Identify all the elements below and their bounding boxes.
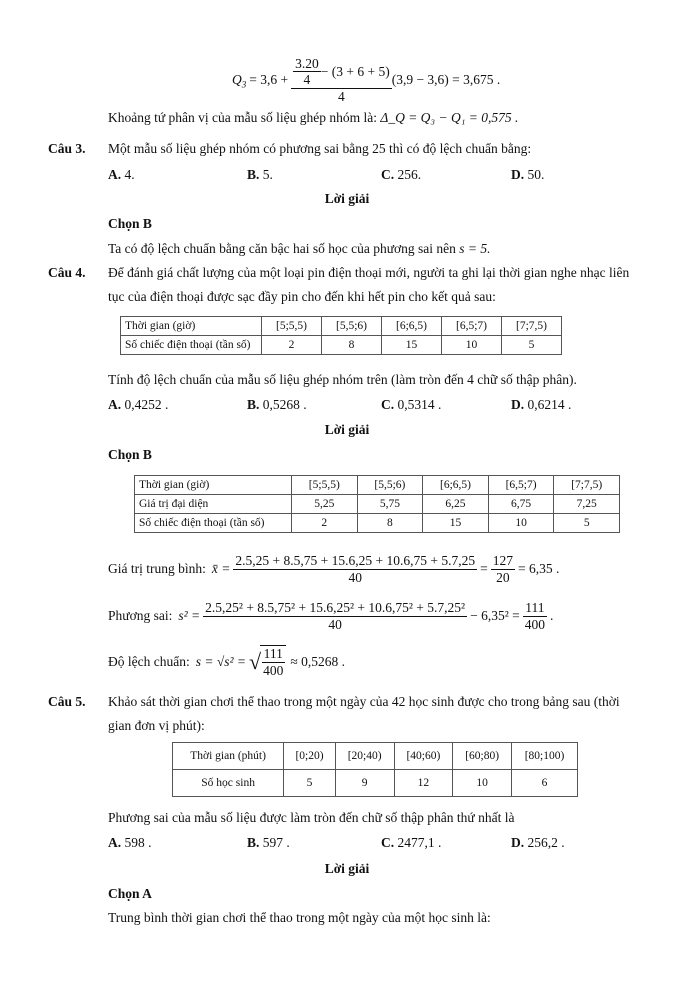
table-row: Số chiếc điện thoại (tần số) 2 8 15 10 5 bbox=[135, 514, 620, 533]
q4-option-c[interactable]: C. 0,5314 . bbox=[381, 397, 442, 412]
mean-fraction: $\frac{2.5,25 + 8.5,75 + 15.6,25 + 10.6,75 + 5.7,25}{40}$ bbox=[235, 552, 476, 585]
row-header: Giá trị đại diện bbox=[135, 495, 292, 514]
q5-option-b[interactable]: B. 597 . bbox=[247, 835, 290, 850]
q4-prompt: Tính độ lệch chuẩn của mẫu số liệu ghép nhóm trên (làm tròn đến 4 chữ số thập phân). bbox=[108, 372, 577, 387]
question-3-text: Một mẫu số liệu ghép nhóm có phương sai bằng 25 thì có độ lệch chuẩn bằng: bbox=[108, 141, 532, 156]
row-header: Thời gian (giờ) bbox=[135, 476, 292, 495]
q3-solution-text: Ta có độ lệch chuẩn bằng căn bậc hai số học của phương sai nên s = 5. bbox=[108, 241, 491, 256]
iqr-formula: Δ_Q = Q₃ − Q₁ = 0,575 . bbox=[380, 110, 519, 125]
question-4-label: Câu 4. bbox=[48, 265, 86, 280]
q4-data-table bbox=[120, 316, 562, 355]
q4-solution-heading: Lời giải bbox=[324, 422, 370, 437]
table-row: Thời gian (giờ) [5;5,5) [5,5;6) [6;6,5) [6,5;7) [7;7,5) bbox=[135, 476, 620, 495]
question-3-label: Câu 3. bbox=[48, 141, 86, 156]
variance-result-fraction: $\frac{111}{400}$ bbox=[524, 599, 545, 632]
q3-option-c[interactable]: C. 256. bbox=[381, 167, 422, 182]
q4-stdev-formula: Độ lệch chuẩn: s = √s² = √ $\frac{111}{400}$ ≈ 0,5268 . bbox=[108, 646, 346, 678]
q5-option-a[interactable]: A. 598 . bbox=[108, 835, 152, 850]
q4-answer: Chọn B bbox=[108, 447, 152, 462]
q4-mean-formula: Giá trị trung bình: x̄ = $\frac{2.5,25 + 8.5,75 + 15.6,25 + 10.6,75 + 5.7,25}{40}$ = $\frac{127}{20}$ = 6,35 . bbox=[108, 552, 560, 585]
row-header: Thời gian (phút) bbox=[173, 743, 284, 770]
variance-fraction: $\frac{\text{2.5,25² + 8.5,75² + 15.6,25² + 10.6,75² + 5.7,25²}}{40}$ bbox=[205, 599, 466, 632]
q4-option-a[interactable]: A. 0,4252 . bbox=[108, 397, 169, 412]
table-row: Thời gian (giờ) [5;5,5) [5,5;6) [6;6,5) [6,5;7) [7;7,5) bbox=[121, 317, 562, 336]
q4-solution-table bbox=[134, 475, 620, 533]
q5-answer: Chọn A bbox=[108, 886, 152, 901]
q5-data-table bbox=[172, 742, 578, 797]
q3-prefix: = 3,6 + bbox=[249, 72, 289, 87]
q3-option-b[interactable]: B. 5. bbox=[247, 167, 273, 182]
q3-answer: Chọn B bbox=[108, 216, 152, 231]
row-header: Số chiếc điện thoại (tần số) bbox=[121, 336, 262, 355]
q3-solution-heading: Lời giải bbox=[324, 191, 370, 206]
q4-option-d[interactable]: D. 0,6214 . bbox=[511, 397, 572, 412]
question-4-text-line1: Để đánh giá chất lượng của một loại pin điện thoại mới, người ta ghi lại thời gian nghe nhạc liên bbox=[108, 265, 630, 280]
mean-simplified-fraction: $\frac{127}{20}$ bbox=[492, 552, 513, 585]
q3-symbol: $Q_3$ bbox=[232, 72, 247, 90]
question-4-text-line2: tục của điện thoại được sạc đầy pin cho đến khi hết pin cho kết quả sau: bbox=[108, 289, 496, 304]
row-header: Số chiếc điện thoại (tần số) bbox=[135, 514, 292, 533]
question-5-text-line2: gian đơn vị phút): bbox=[108, 718, 205, 733]
table-row: Giá trị đại diện 5,25 5,75 6,25 6,75 7,25 bbox=[135, 495, 620, 514]
sqrt-icon: √ bbox=[249, 649, 262, 674]
q3-outer-fraction: $\frac{3.20}{4}$ − (3 + 6 + 5) 4 bbox=[291, 56, 392, 105]
q4-option-b[interactable]: B. 0,5268 . bbox=[247, 397, 307, 412]
q5-option-d[interactable]: D. 256,2 . bbox=[511, 835, 565, 850]
q3-option-a[interactable]: A. 4. bbox=[108, 167, 135, 182]
q5-solution-text: Trung bình thời gian chơi thể thao trong một ngày của một học sinh là: bbox=[108, 910, 491, 925]
question-5-label: Câu 5. bbox=[48, 694, 86, 709]
table-row: Số chiếc điện thoại (tần số) 2 8 15 10 5 bbox=[121, 336, 562, 355]
q5-prompt: Phương sai của mẫu số liệu được làm tròn đến chữ số thập phân thứ nhất là bbox=[108, 810, 515, 825]
stdev-sqrt-fraction: $\frac{111}{400}$ bbox=[260, 645, 286, 678]
table-row: Thời gian (phút) [0;20) [20;40) [40;60) [60;80) [80;100) bbox=[173, 743, 578, 770]
q3-suffix: (3,9 − 3,6) = 3,675 . bbox=[391, 72, 501, 87]
q5-solution-heading: Lời giải bbox=[324, 861, 370, 876]
q3-formula bbox=[232, 52, 500, 108]
row-header: Số học sinh bbox=[173, 770, 284, 797]
q5-option-c[interactable]: C. 2477,1 . bbox=[381, 835, 442, 850]
q4-variance-formula: Phương sai: s² = $\frac{\text{2.5,25² + 8.5,75² + 15.6,25² + 10.6,75² + 5.7,25²}}{40}$ − 6,35² = $\frac{111}{400}$ . bbox=[108, 599, 554, 632]
q3-inner-fraction: $\frac{3.20}{4}$ bbox=[295, 55, 319, 88]
row-header: Thời gian (giờ) bbox=[121, 317, 262, 336]
table-row: Số học sinh 5 9 12 10 6 bbox=[173, 770, 578, 797]
question-5-text-line1: Khảo sát thời gian chơi thể thao trong một ngày của 42 học sinh được cho trong bảng sau (thời bbox=[108, 694, 620, 709]
q3-option-d[interactable]: D. 50. bbox=[511, 167, 545, 182]
iqr-line: Khoảng tứ phân vị của mẫu số liệu ghép nhóm là: Δ_Q = Q₃ − Q₁ = 0,575 . bbox=[108, 110, 519, 125]
